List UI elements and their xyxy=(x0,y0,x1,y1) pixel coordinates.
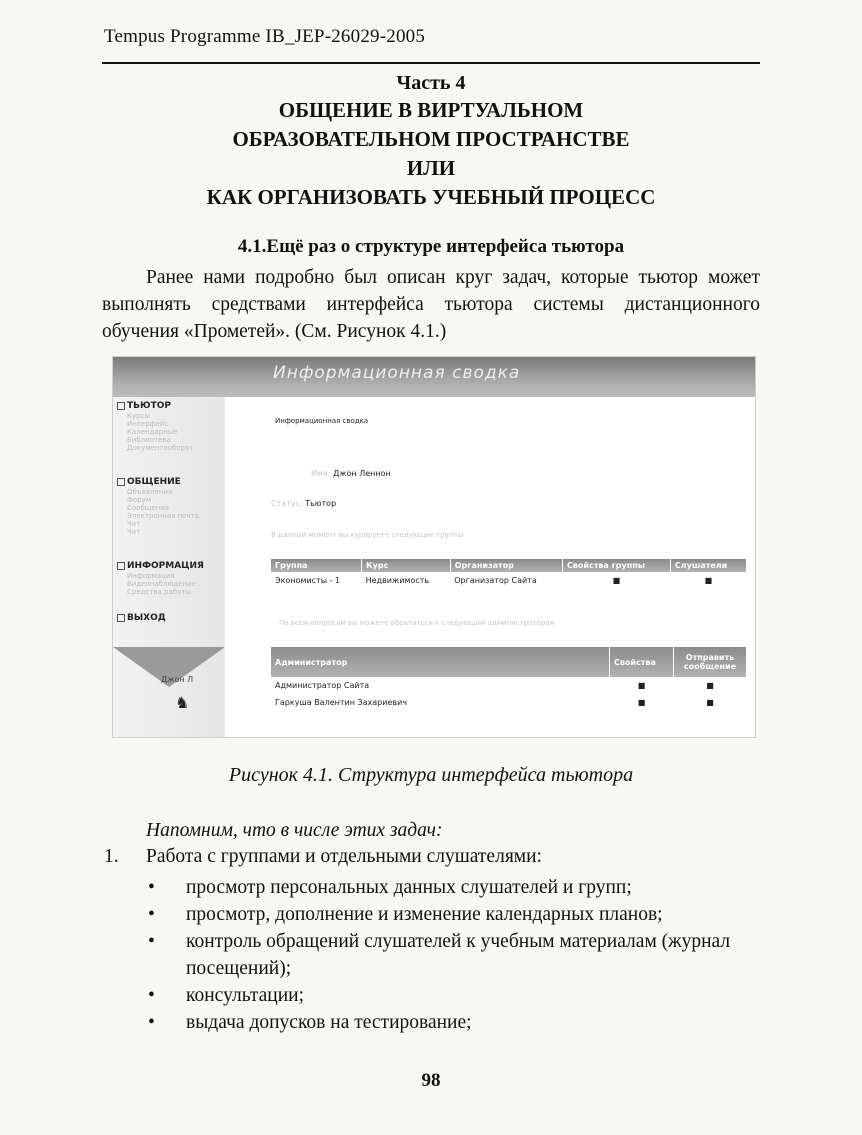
admins-table xyxy=(271,647,747,711)
role-row xyxy=(271,499,336,508)
content-heading: Информационная сводка xyxy=(275,417,369,425)
bullet-text: консультации; xyxy=(186,985,304,1006)
bullet-square-icon xyxy=(117,562,125,570)
section-title: 4.1.Ещё раз о структуре интерфейса тьютора xyxy=(237,236,625,257)
group-name-cell[interactable]: Экономисты - 1 xyxy=(275,576,341,585)
bullet-icon: • xyxy=(148,1012,155,1033)
part-label: Часть 4 xyxy=(396,72,466,94)
intro-paragraph: Ранее нами подробно был описан круг задач, которые тьютор может выполнять средствами интерфейса тьютора системы дистанционного обучения «Прометей». (См. Рисунок 4.1.) xyxy=(102,267,760,342)
header-rule xyxy=(102,62,760,64)
name-label: Имя: xyxy=(311,469,331,478)
send-message-link[interactable]: ■ xyxy=(706,698,714,707)
table-row xyxy=(271,677,747,694)
sidebar-item[interactable]: Электронная почта xyxy=(127,512,199,520)
bullet-square-icon xyxy=(117,478,125,486)
sidebar-item[interactable]: Курсы xyxy=(127,412,150,420)
sidebar-section-information[interactable] xyxy=(117,561,204,571)
bullet-square-icon xyxy=(117,402,125,410)
admin-properties-link[interactable]: ■ xyxy=(637,698,646,707)
sidebar-item[interactable]: Информация xyxy=(127,572,175,580)
bullet-text: просмотр, дополнение и изменение календарных планов; xyxy=(186,904,663,925)
banner xyxy=(113,357,755,397)
sidebar-section-communication[interactable] xyxy=(117,477,181,487)
figure-screenshot xyxy=(112,356,756,738)
role-label: Статус: xyxy=(271,499,303,508)
banner-title: Информационная сводка xyxy=(273,363,521,383)
name-row xyxy=(311,469,391,478)
send-message-link[interactable]: ■ xyxy=(706,681,714,690)
admin-properties-link[interactable]: ■ xyxy=(637,681,646,690)
sidebar-item[interactable]: Чат xyxy=(127,528,141,536)
group-properties-link[interactable]: ■ xyxy=(612,576,621,585)
bullet-list xyxy=(146,874,766,1036)
table-header: Отправить сообщение xyxy=(674,647,747,677)
sidebar-item[interactable]: Форум xyxy=(127,496,152,504)
bullet-text: выдача допусков на тестирование; xyxy=(186,1012,472,1033)
table-header: Курс xyxy=(362,559,451,572)
bullet-icon: • xyxy=(148,877,155,898)
sidebar-item[interactable]: Средства работы xyxy=(127,588,191,596)
groups-table xyxy=(271,559,747,589)
list-item xyxy=(146,928,766,982)
sidebar-item[interactable]: Календарные xyxy=(127,428,178,436)
list-item-text: Работа с группами и отдельными слушателями: xyxy=(146,846,542,867)
main-content xyxy=(233,397,753,737)
groups-caption: В данный момент вы курируете следующие группы xyxy=(271,531,464,539)
table-header: Группа xyxy=(271,559,362,572)
table-header: Организатор xyxy=(450,559,562,572)
table-header: Свойства группы xyxy=(562,559,670,572)
bullet-icon: • xyxy=(148,931,155,952)
bullet-icon: • xyxy=(148,985,155,1006)
sidebar-section-exit[interactable] xyxy=(117,613,166,623)
bullet-text: просмотр персональных данных слушателей и групп; xyxy=(186,877,632,898)
page-number: 98 xyxy=(421,1070,441,1091)
sidebar-user-name: Джон Л xyxy=(161,675,194,684)
table-row xyxy=(271,694,747,711)
figure-caption: Рисунок 4.1. Структура интерфейса тьютора xyxy=(228,764,634,786)
list-item-number: 1. xyxy=(104,846,119,867)
chapter-title-line: ОБРАЗОВАТЕЛЬНОМ ПРОСТРАНСТВЕ xyxy=(232,127,630,151)
sidebar-section-label: ТЬЮТОР xyxy=(127,401,171,411)
sidebar-item[interactable]: Видеонаблюдение xyxy=(127,580,196,588)
table-header: Свойства xyxy=(610,647,674,677)
bullet-square-icon xyxy=(117,614,125,622)
organizer-cell[interactable]: Организатор Сайта xyxy=(454,576,537,585)
name-value: Джон Леннон xyxy=(333,469,391,478)
table-header: Администратор xyxy=(271,647,610,677)
chapter-title-line: ИЛИ xyxy=(406,156,456,180)
table-header: Слушатели xyxy=(670,559,746,572)
chapter-title xyxy=(100,96,762,212)
chapter-title-line: КАК ОРГАНИЗОВАТЬ УЧЕБНЫЙ ПРОЦЕСС xyxy=(206,185,656,209)
sidebar-item[interactable]: Библиотека xyxy=(127,436,171,444)
sidebar-section-label: ОБЩЕНИЕ xyxy=(127,477,181,487)
sidebar-item[interactable]: Документооборот xyxy=(127,444,194,452)
bullet-icon: • xyxy=(148,904,155,925)
admin-name-cell[interactable]: Гаркуша Валентин Захариевич xyxy=(275,698,407,707)
sidebar-section-tutor[interactable] xyxy=(117,401,171,411)
sidebar-item[interactable]: Сообщения xyxy=(127,504,170,512)
list-item xyxy=(146,1009,766,1036)
running-head: Tempus Programme IB_JEP-26029-2005 xyxy=(104,26,426,47)
table-row xyxy=(271,572,747,589)
list-item xyxy=(146,982,766,1009)
group-listeners-link[interactable]: ■ xyxy=(704,576,713,585)
chapter-title-line: ОБЩЕНИЕ В ВИРТУАЛЬНОМ xyxy=(278,98,584,122)
sidebar-section-label: ИНФОРМАЦИЯ xyxy=(127,561,204,571)
bullet-text: контроль обращений слушателей к учебным материалам (журнал посещений); xyxy=(186,931,731,979)
sidebar-item[interactable]: Чат xyxy=(127,520,141,528)
course-cell[interactable]: Недвижимость xyxy=(365,576,430,585)
sidebar xyxy=(113,397,225,737)
admin-name-cell[interactable]: Администратор Сайта xyxy=(275,681,370,690)
list-item xyxy=(146,874,766,901)
sidebar-item[interactable]: Объявления xyxy=(127,488,173,496)
sidebar-item[interactable]: Интерфейс xyxy=(127,420,169,428)
role-value: Тьютор xyxy=(305,499,337,508)
list-lead-in: Напомним, что в числе этих задач: xyxy=(146,820,443,841)
list-item xyxy=(146,901,766,928)
admin-caption: По всем вопросам вы можете обратиться к следующим администраторам xyxy=(279,619,555,627)
sidebar-section-label: ВЫХОД xyxy=(127,613,166,623)
horse-logo-icon: ♞ xyxy=(175,693,190,712)
